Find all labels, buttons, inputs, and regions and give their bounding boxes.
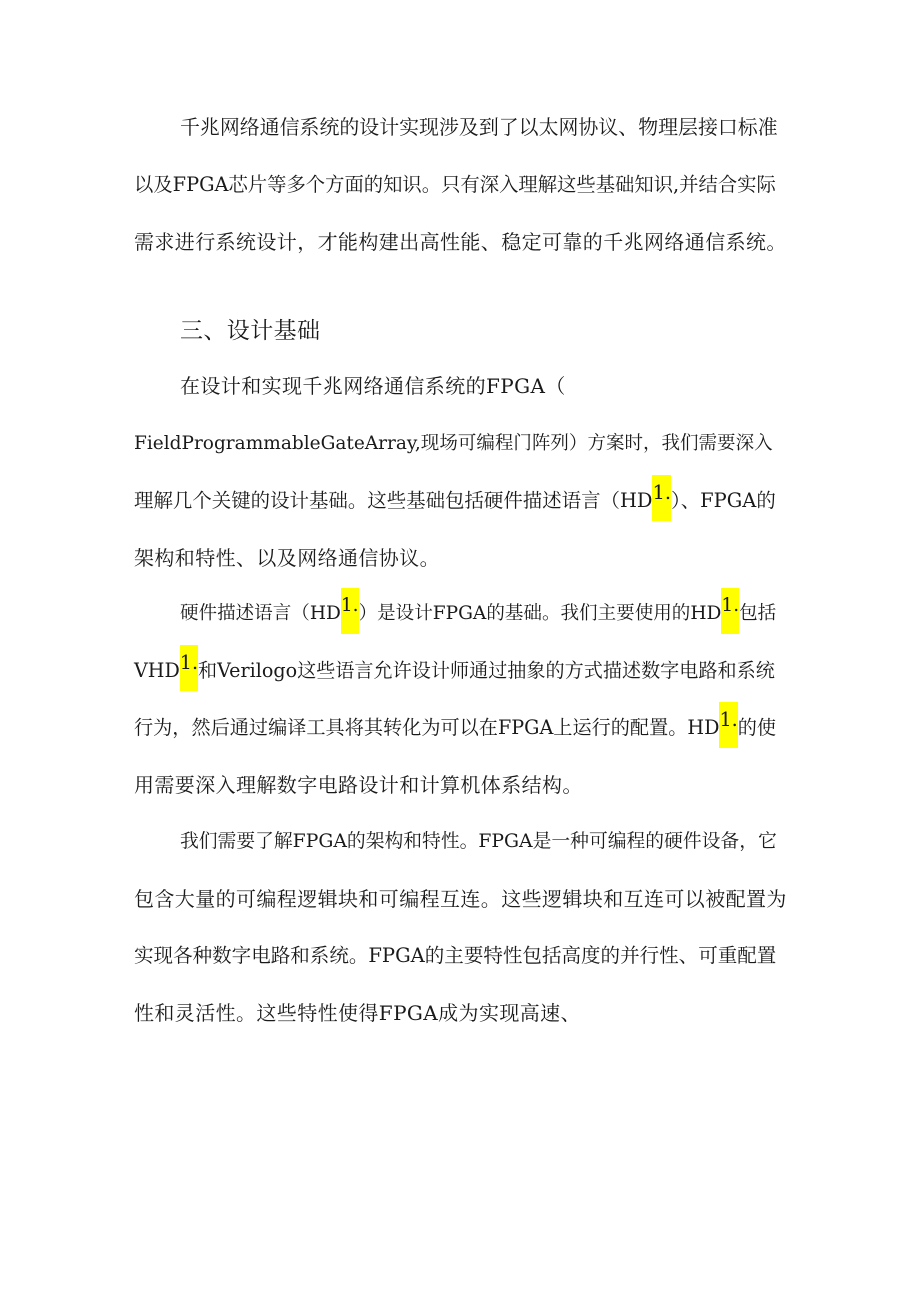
- paragraph-1-line-1: 千兆网络通信系统的设计实现涉及到了以太网协议、物理层接口标准: [180, 116, 778, 139]
- paragraph-3-line-3: [134, 708, 777, 748]
- text-run: VHD: [134, 659, 180, 682]
- paragraph-4-line-4: 性和灵活性。这些特性使得FPGA成为实现高速、: [134, 1001, 581, 1025]
- text-run: 行为，然后通过编译工具将其转化为可以在FPGA上运行的配置。HD: [134, 716, 720, 739]
- paragraph-4-line-2: 包含大量的可编程逻辑块和可编程互连。这些逻辑块和互连可以被配置为: [134, 887, 787, 911]
- text-run: 理解几个关键的设计基础。这些基础包括硬件描述语言（HD: [134, 489, 653, 512]
- text-run: ）、FPGA的: [671, 489, 776, 512]
- paragraph-3-line-2: [134, 651, 775, 691]
- paragraph-2-line-1: 在设计和实现千兆网络通信系统的FPGA（: [180, 374, 566, 398]
- section-heading: 三、设计基础: [180, 318, 321, 344]
- text-run: 包括: [739, 603, 777, 624]
- paragraph-3-line-1: [180, 595, 777, 634]
- text-run: ）是设计FPGA的基础。我们主要使用的HD: [358, 603, 722, 624]
- paragraph-2-line-4: 架构和特性、以及网络通信协议。: [134, 546, 440, 570]
- paragraph-3-line-4: 用需要深入理解数字电路设计和计算机体系结构。: [134, 773, 583, 797]
- paragraph-1-line-2: 以及FPGA芯片等多个方面的知识。只有深入理解这些基础知识,并结合实际: [134, 173, 776, 196]
- paragraph-1-line-3: 需求进行系统设计，才能构建出高性能、稳定可靠的千兆网络通信系统。: [134, 230, 787, 254]
- highlight-mark: 1.: [652, 475, 671, 521]
- paragraph-4-line-1: 我们需要了解FPGA的架构和特性。FPGA是一种可编程的硬件设备，它: [180, 831, 777, 852]
- paragraph-4-line-3: 实现各种数字电路和系统。FPGA的主要特性包括高度的并行性、可重配置: [134, 944, 777, 967]
- paragraph-2-line-2: FieldProgrammableGateArray,现场可编程门阵列）方案时，我们需要深入: [134, 433, 773, 454]
- text-run: 和Verilogo这些语言允许设计师通过抽象的方式描述数字电路和系统: [198, 659, 775, 682]
- highlight-mark: 1.: [180, 645, 198, 691]
- highlight-mark: 1.: [719, 702, 737, 748]
- text-run: 的使: [737, 716, 777, 739]
- paragraph-2-line-3: [134, 481, 776, 521]
- highlight-mark: 1.: [721, 588, 739, 634]
- text-run: 硬件描述语言（HD: [180, 603, 341, 624]
- highlight-mark: 1.: [341, 588, 359, 634]
